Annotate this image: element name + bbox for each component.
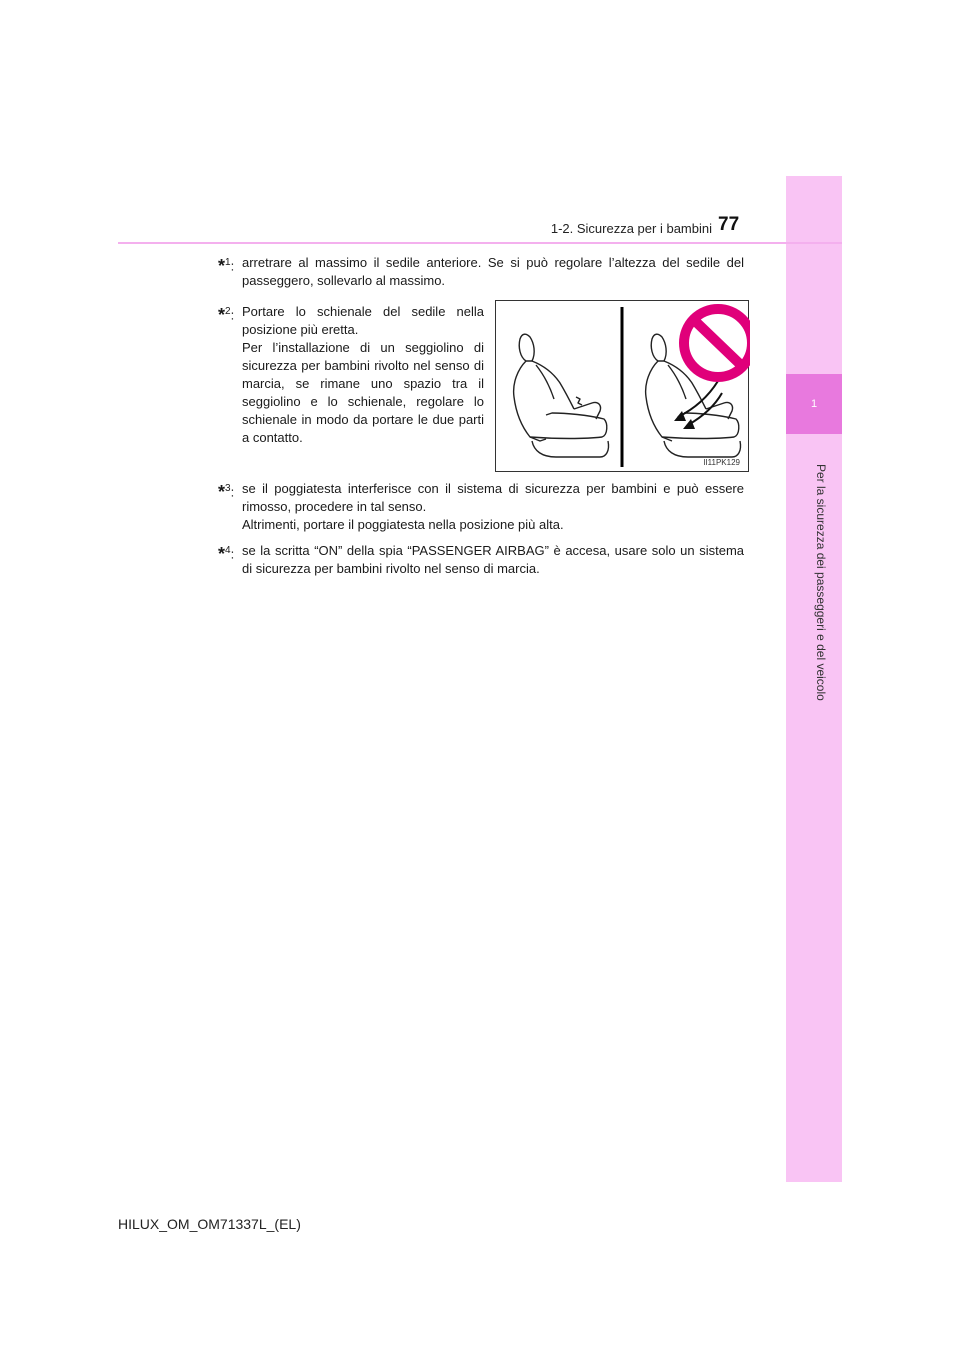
note-text: Altrimenti, portare il poggiatesta nella posizione più alta. [242, 517, 564, 532]
prohibition-icon [684, 309, 750, 377]
note-text: Portare lo schienale del sedile nella posizione più eretta. [242, 304, 484, 337]
note-text: se la scritta “ON” della spia “PASSENGER AIRBAG” è accesa, usare solo un sistema di sicurezza per bambini rivolto nel senso di marcia. [242, 543, 744, 576]
figure-code: II11PK129 [703, 458, 740, 467]
chapter-side-tab [786, 176, 842, 1182]
chapter-title: Per la sicurezza dei passeggeri e del veicolo [814, 464, 828, 701]
section-title: 1-2. Sicurezza per i bambini [550, 221, 712, 236]
chapter-number: 1 [786, 374, 842, 434]
note-marker: *$^3$: [218, 482, 235, 503]
note-4 [218, 542, 744, 578]
note-marker: *$^4$: [218, 544, 235, 565]
note-3 [218, 480, 744, 534]
note-2 [218, 303, 484, 447]
page-number: 77 [718, 214, 740, 235]
header-divider [118, 242, 842, 244]
note-text: arretrare al massimo il sedile anteriore. Se si può regolare l’altezza del sedile del passeggero, sollevarlo al massimo. [242, 255, 744, 288]
car-seat-icon [496, 301, 750, 473]
seat-illustration [495, 300, 749, 472]
note-marker: *$^2$: [218, 305, 235, 326]
note-text: se il poggiatesta interferisce con il sistema di sicurezza per bambini e può essere rimosso, procedere in tal senso. [242, 481, 744, 514]
note-1 [218, 254, 744, 290]
document-code: HILUX_OM_OM71337L_(EL) [118, 1216, 301, 1232]
note-marker: *$^1$: [218, 256, 235, 277]
note-text: Per l’installazione di un seggiolino di sicurezza per bambini rivolto nel senso di marcia, se rimane uno spazio tra il seggiolino e lo schienale, regolare lo schienale in modo da portare le due parti a contatto. [242, 340, 484, 445]
